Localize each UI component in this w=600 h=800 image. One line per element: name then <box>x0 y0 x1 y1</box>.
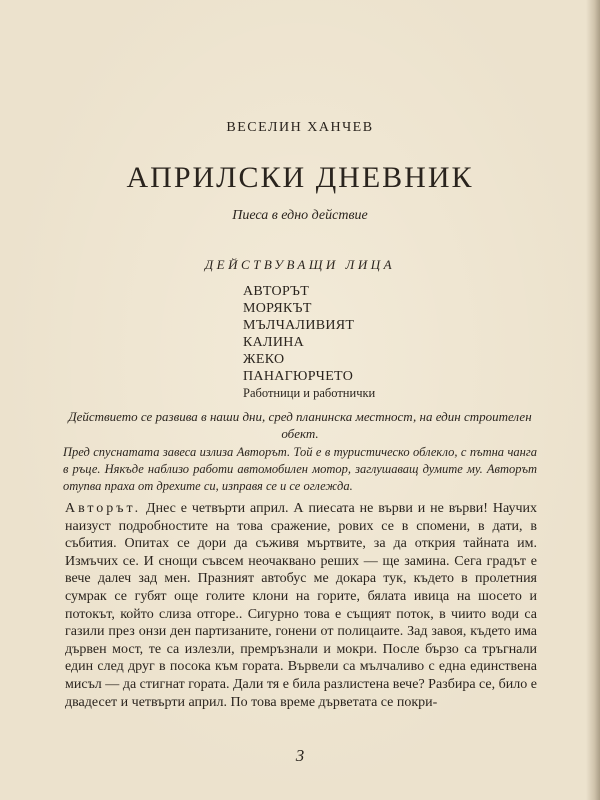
cast-heading: ДЕЙСТВУВАЩИ ЛИЦА <box>204 257 396 272</box>
cast-item: КАЛИНА <box>243 335 305 350</box>
play-title: АПРИЛСКИ ДНЕВНИК <box>126 161 474 194</box>
dialogue-text: Днес е четвърти април. А пиесата не върви и не върви! Научих наизуст подробностите на това сражение, рових се в спомени, в дати, в събития. Опитах се дори да съживя мъртвите, за да открия тайната им. Измъчих се. И снощи съвсем неочаквано реших — ще замина. Сега градът е вече далеч зад мен. Празният автобус ме докара тук, където в пролетния сумрак се губят още голите клони на горите, бялата ивица на шосето и потокът, който слиза отгоре.. Сигурно това е същият поток, в чиито води са газили през онзи ден партизаните, гонени от полицаите. Зад завоя, където има дървен мост, те са излезли, премръзнали и мокри. После бързо са тръгнали един след друг в посока към гората. Вървели са мълчаливо с една единствена мисъл — да стигнат гората. Дали тя е била разлистена вече? Разбира се, било е двадесет и четвърти април. По това време дърветата се покри- <box>65 501 538 710</box>
cast-item: ПАНАГЮРЧЕТО <box>243 369 354 384</box>
cast-item: Работници и работнички <box>243 386 376 400</box>
setting-description: Действието се развива в наши дни, сред планинска местност, на един строителен обект. <box>68 409 532 441</box>
cast-item: ЖЕКО <box>243 352 285 367</box>
cast-item: АВТОРЪТ <box>243 284 310 299</box>
author-name: ВЕСЕЛИН ХАНЧЕВ <box>226 120 374 135</box>
dialogue-paragraph <box>65 500 537 711</box>
page-number: 3 <box>295 746 305 765</box>
stage-direction: Пред спуснатата завеса излиза Авторът. Той е в туристическо облекло, с пътна чанга в ръце. Някъде наблизо работи автомобилен мотор, заглушаващ думите му. Авторът отупва праха от дрехите си, изправя се и се оглежда. <box>63 445 537 493</box>
cast-item: МОРЯКЪТ <box>243 301 312 316</box>
cast-list <box>243 283 375 402</box>
speaker-name: Авторът. <box>65 501 142 516</box>
cast-item: МЪЛЧАЛИВИЯТ <box>243 318 355 333</box>
play-subtitle: Пиеса в едно действие <box>232 208 368 223</box>
